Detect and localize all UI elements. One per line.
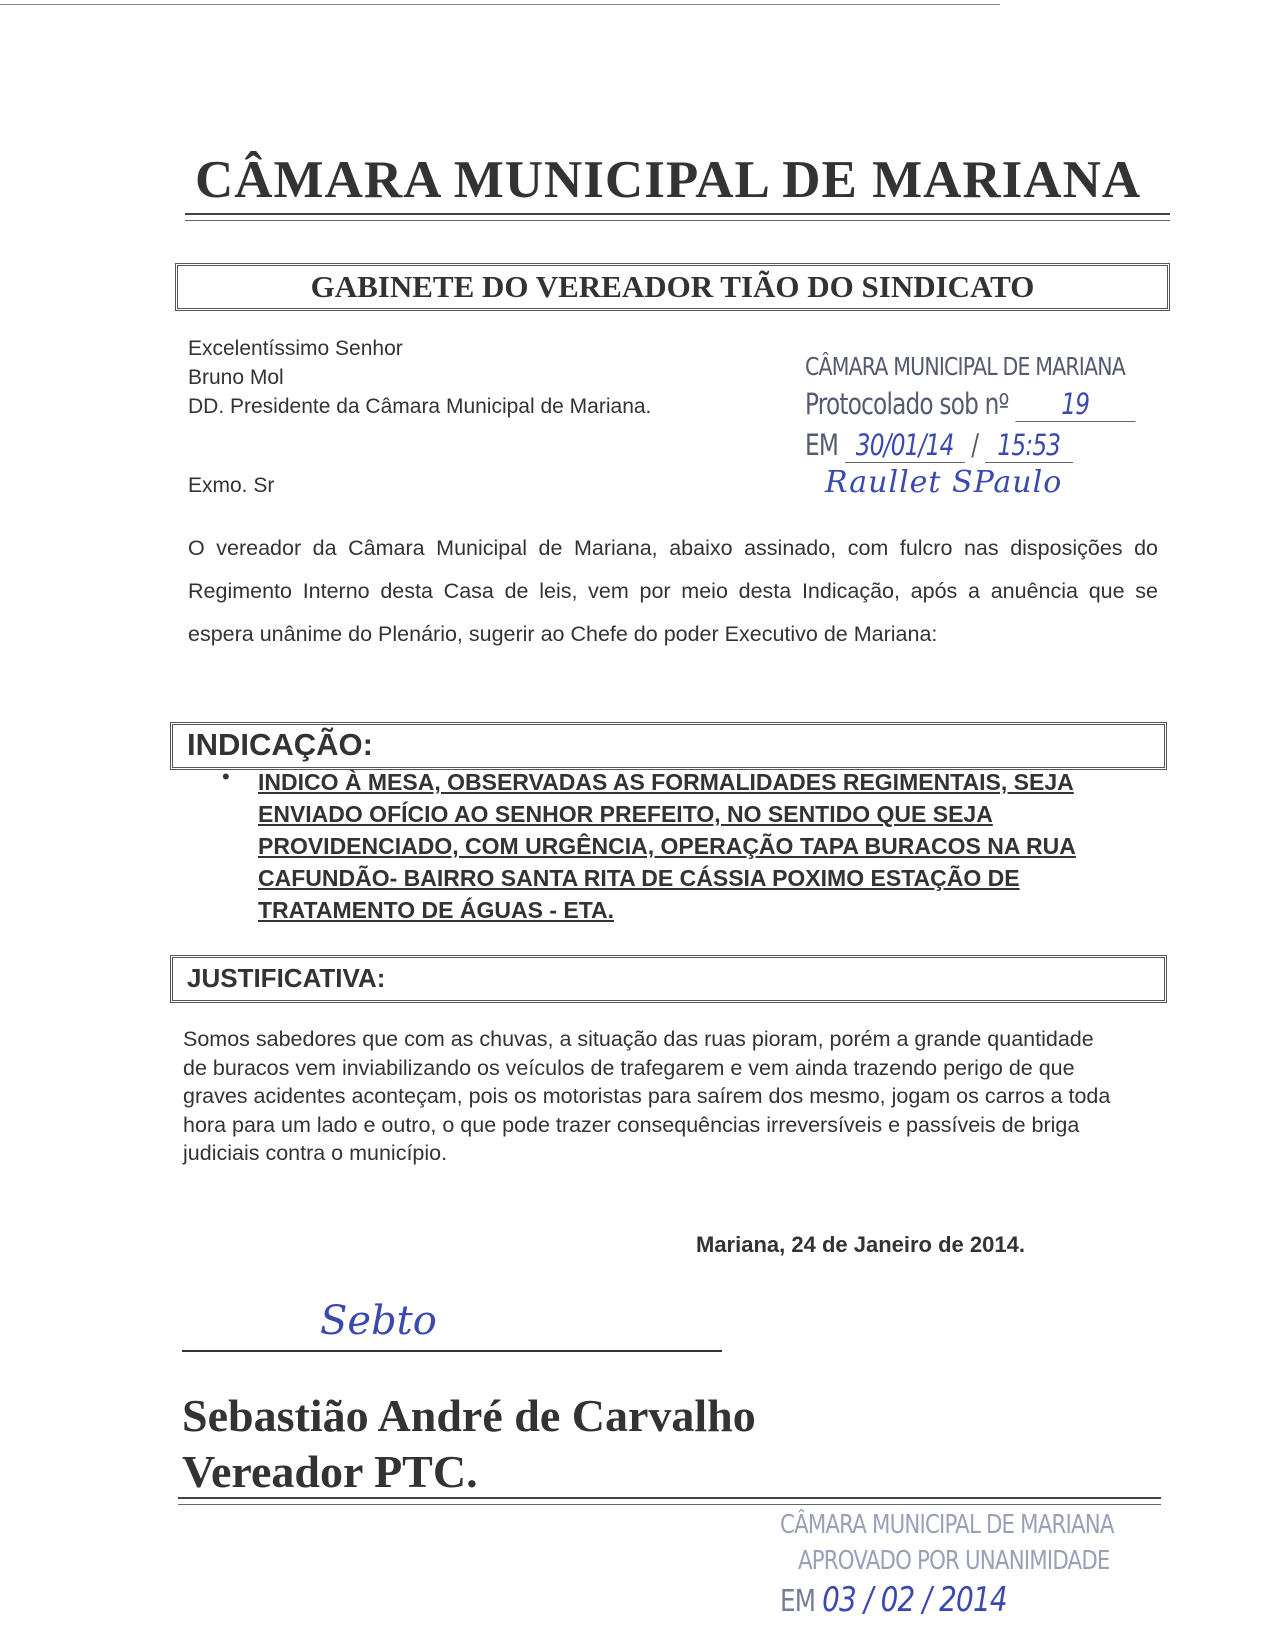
protocol-stamp-title: CÂMARA MUNICIPAL DE MARIANA (805, 352, 1125, 381)
office-name: GABINETE DO VEREADOR TIÃO DO SINDICATO (310, 269, 1035, 304)
protocol-number: 19 (1015, 387, 1135, 422)
protocol-signature: Raullet SPaulo (825, 465, 1063, 500)
justificativa-text: Somos sabedores que com as chuvas, a situação das ruas pioram, porém a grande quantidade de buracos vem inviabilizando os veículos de trafegarem e vem ainda trazendo perigo de que graves acidentes aconteçam, pois os motoristas para saírem dos mesmo, jogam os carros a toda hora para um lado e outro, o que pode trazer consequências irreversíveis e passíveis de briga judiciais contra o município. (183, 1027, 1111, 1165)
scan-edge-line (0, 4, 1000, 5)
bullet-icon: • (222, 764, 230, 789)
greeting: Exmo. Sr (188, 474, 275, 497)
approval-date: 03 / 02 / 2014 (822, 1580, 1007, 1620)
indicacao-label: INDICAÇÃO: (187, 727, 373, 762)
protocol-number-row (805, 387, 1093, 422)
recipient-address (188, 334, 651, 421)
approval-stamp (780, 1510, 1180, 1645)
approval-status: APROVADO POR UNANIMIDADE (798, 1546, 1110, 1576)
address-line-1: Excelentíssimo Senhor (188, 337, 403, 360)
protocol-date: 30/01/14 (845, 428, 965, 463)
indicacao-header-box (170, 722, 1167, 770)
signer-role: Vereador PTC. (182, 1446, 478, 1497)
justificativa-header-box (170, 955, 1167, 1003)
office-banner (175, 263, 1170, 311)
address-line-2: Bruno Mol (188, 366, 284, 389)
protocol-stamp (805, 352, 1165, 527)
handwritten-signature: Sebto (320, 1298, 437, 1344)
address-line-3: DD. Presidente da Câmara Municipal de Mariana. (188, 395, 652, 418)
bottom-divider (178, 1497, 1161, 1505)
protocol-date-label: EM (805, 428, 839, 462)
document-title: CÂMARA MUNICIPAL DE MARIANA (195, 151, 1142, 209)
protocol-label: Protocolado sob nº (805, 387, 1009, 421)
indicacao-text: INDICO À MESA, OBSERVADAS AS FORMALIDADES REGIMENTAIS, SEJA ENVIADO OFÍCIO AO SENHOR PREFEITO, NO SENTIDO QUE SEJA PROVIDENCIADO, COM URGÊNCIA, OPERAÇÃO TAPA BURACOS NA RUA CAFUNDÃO- BAIRRO SANTA RITA DE CÁSSIA POXIMO ESTAÇÃO DE TRATAMENTO DE ÁGUAS - ETA. (258, 769, 1076, 923)
protocol-time: 15:53 (985, 428, 1073, 463)
signer-block (182, 1388, 756, 1500)
signature-line (182, 1350, 722, 1352)
justificativa-label: JUSTIFICATIVA: (187, 963, 386, 993)
approval-date-label: EM (780, 1584, 816, 1619)
protocol-date-row: EM 30/01/14 / 15:53 (805, 428, 1093, 463)
date-line: Mariana, 24 de Janeiro de 2014. (696, 1232, 1025, 1257)
signer-name: Sebastião André de Carvalho (182, 1390, 756, 1441)
intro-paragraph: O vereador da Câmara Municipal de Mariana, abaixo assinado, com fulcro nas disposições do Regimento Interno desta Casa de leis, vem por meio desta Indicação, após a anuência que se espera unânime do Plenário, sugerir ao Chefe do poder Executivo de Mariana: (188, 536, 1158, 646)
approval-date-row (780, 1580, 1108, 1620)
approval-stamp-title: CÂMARA MUNICIPAL DE MARIANA (780, 1510, 1114, 1540)
title-divider (185, 213, 1170, 221)
